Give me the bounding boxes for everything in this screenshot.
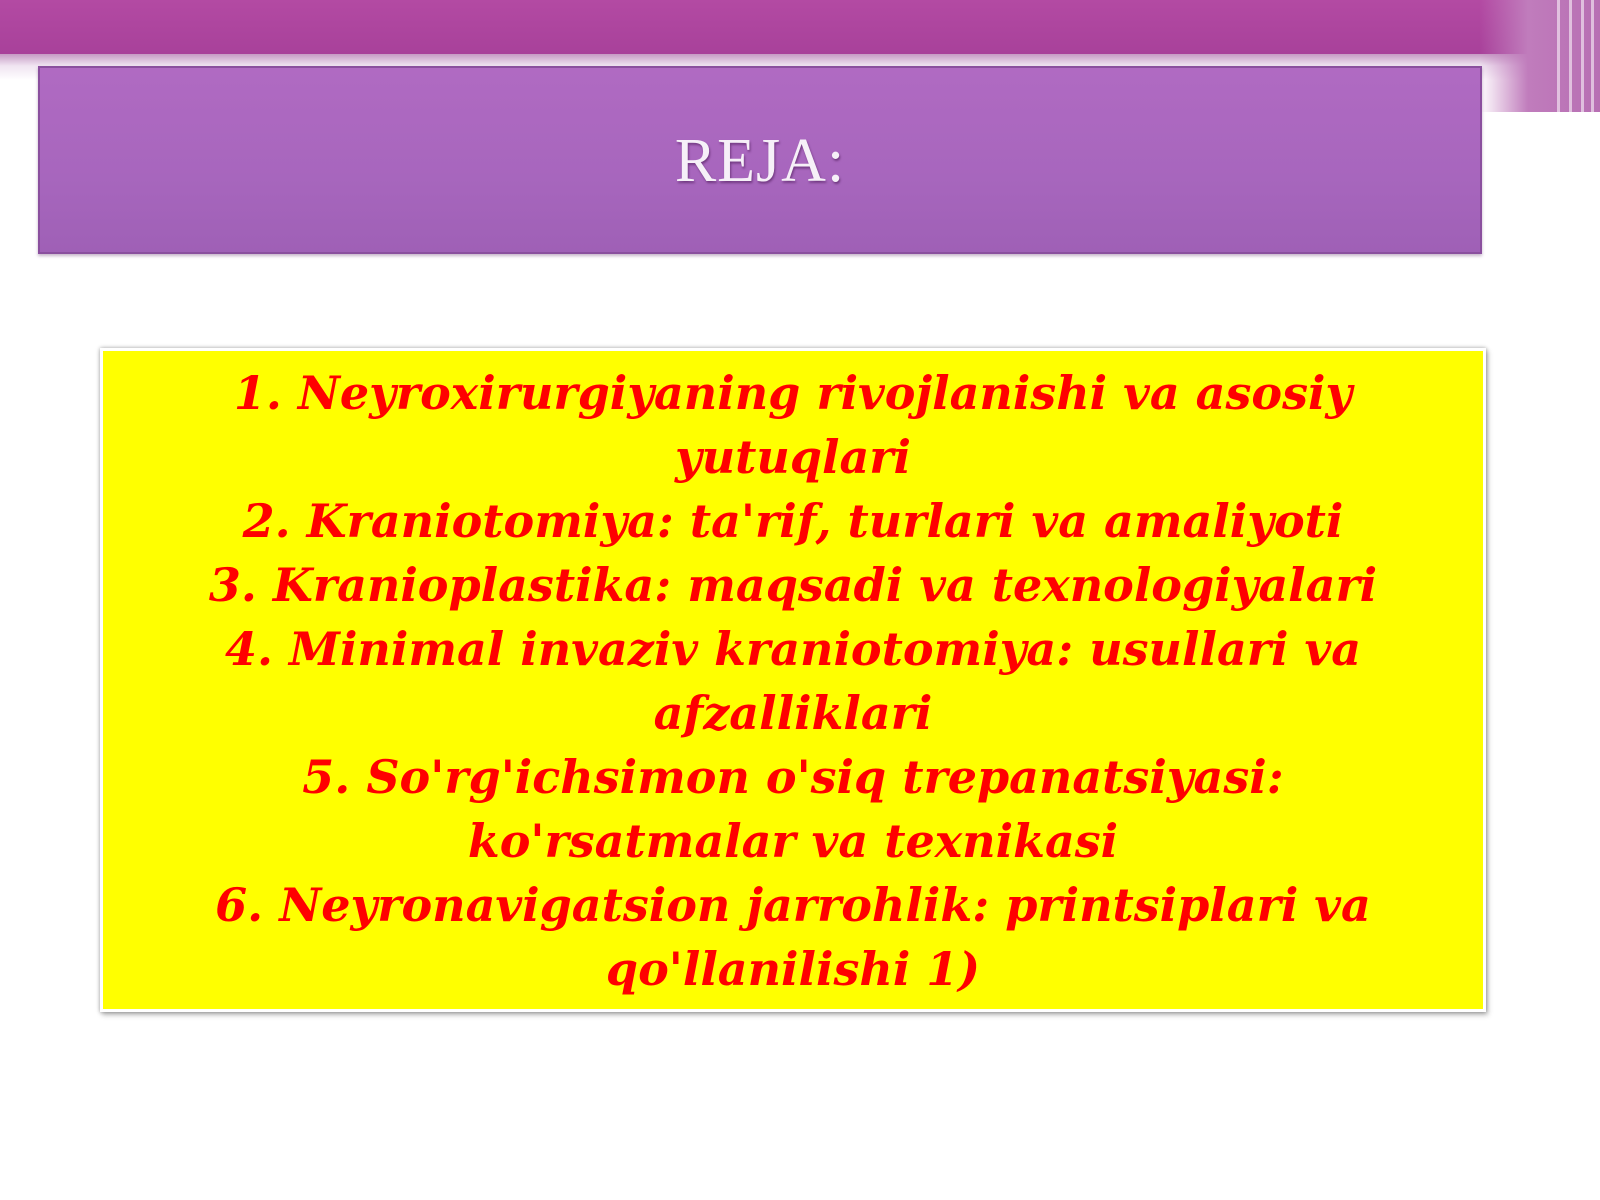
title-banner [38,66,1482,254]
plan-item: 3. Kranioplastika: maqsadi va texnologiyalari [208,558,1378,612]
accent-stripe [1581,0,1584,112]
accent-stripe [1569,0,1572,112]
slide-title: REJA: [674,127,846,195]
plan-content-box [100,348,1486,1012]
accent-stripe [1557,0,1560,112]
plan-list [103,361,1483,1001]
plan-item: 5. So'rg'ichsimon o'siq trepanatsiyasi: ko'rsatmalar va texnikasi [302,750,1284,868]
side-accent-decoration [1480,0,1600,112]
plan-item: 4. Minimal invaziv kraniotomiya: usullari va afzalliklari [224,622,1362,740]
accent-stripe [1591,0,1594,112]
plan-item: 2. Kraniotomiya: ta'rif, turlari va amaliyoti [242,494,1344,548]
top-decorative-bar [0,0,1600,54]
plan-item: 6. Neyronavigatsion jarrohlik: printsiplari va qo'llanilishi 1) [215,878,1371,996]
plan-item: 1. Neyroxirurgiyaning rivojlanishi va asosiy yutuqlari [233,366,1353,484]
